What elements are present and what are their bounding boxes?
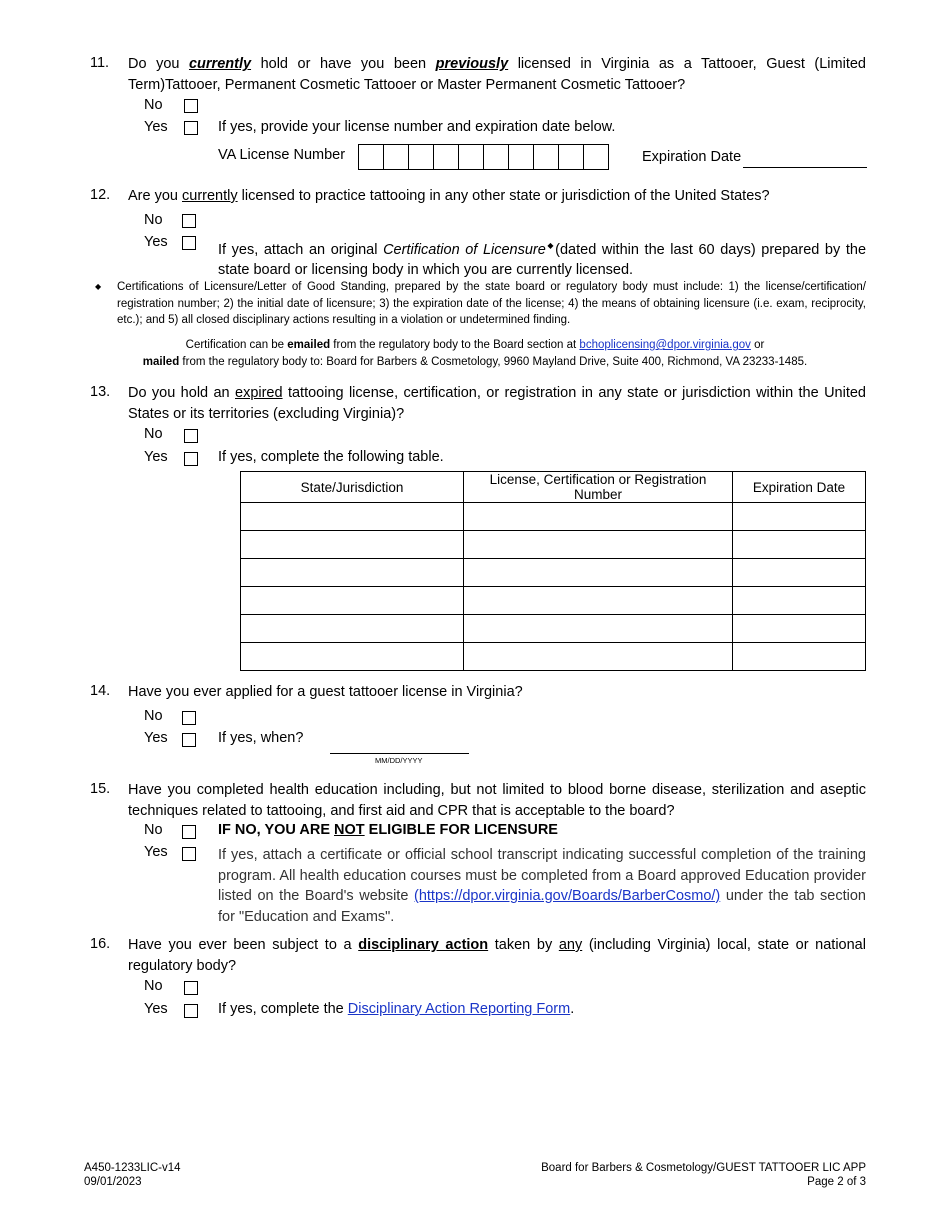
q11-question: Do you currently hold or have you been previously licensed in Virginia as a Tattooer, Guest (Limited Term)Tattooer, Permanent Cosmetic Tattooer or Master Permanent Cosmetic Tattooer? [128, 56, 866, 93]
q13-no-label: No [144, 426, 163, 442]
footer-form-id: A450-1233LIC-v14 [84, 1162, 181, 1174]
q12-no-label: No [144, 212, 163, 228]
table-row [241, 559, 866, 587]
expired-license-table [240, 471, 866, 671]
q15-yes-instructions: If yes, attach a certificate or official school transcript indicating successful completion of the training program. All health education courses must be completed from a Board approved Education provider listed on the Board's website (https://dpor.virginia.gov/Boards/BarberCosmo/) under the tab section for "Education and Exams". [218, 847, 866, 925]
q16-yes-instructions: If yes, complete the Disciplinary Action Reporting Form. [218, 1001, 575, 1017]
table-cell[interactable] [733, 503, 866, 531]
board-email-link[interactable]: bchoplicensing@dpor.virginia.gov [579, 339, 751, 351]
q13-number: 13. [90, 384, 111, 400]
table-cell[interactable] [241, 615, 464, 643]
table-cell[interactable] [733, 643, 866, 671]
q15-no-warning: IF NO, YOU ARE NOT ELIGIBLE FOR LICENSURE [218, 822, 558, 838]
q12-yes-checkbox[interactable] [182, 236, 196, 250]
q13-question: Do you hold an expired tattooing license, certification, or registration in any state or jurisdiction within the United States or its territories (excluding Virginia)? [128, 385, 866, 422]
table-row [241, 587, 866, 615]
footer-page: Page 2 of 3 [807, 1176, 866, 1188]
table-cell[interactable] [241, 643, 464, 671]
table-cell[interactable] [464, 587, 733, 615]
table-cell[interactable] [733, 587, 866, 615]
q15-yes-checkbox[interactable] [182, 847, 196, 861]
q16-yes-label: Yes [144, 1001, 168, 1017]
q15-no-checkbox[interactable] [182, 825, 196, 839]
q12-mail-line: mailed from the regulatory body to: Board for Barbers & Cosmetology, 9960 Mayland Drive, Suite 400, Richmond, VA 23233-1485. [142, 356, 808, 368]
q14-no-label: No [144, 708, 163, 724]
q12-note-bullet: ◆ [95, 282, 102, 291]
q14-date-hint: MM/DD/YYYY [375, 756, 423, 765]
q11-number: 11. [90, 55, 110, 71]
table-cell[interactable] [241, 531, 464, 559]
q14-yes-instructions: If yes, when? [218, 730, 304, 746]
q16-no-label: No [144, 978, 163, 994]
q12-number: 12. [90, 187, 111, 203]
q11-yes-instructions: If yes, provide your license number and expiration date below. [218, 119, 616, 135]
q13-yes-label: Yes [144, 449, 168, 465]
table-row [241, 503, 866, 531]
table-cell[interactable] [464, 643, 733, 671]
q14-question: Have you ever applied for a guest tattooer license in Virginia? [128, 684, 523, 700]
q12-no-checkbox[interactable] [182, 214, 196, 228]
col-header-expiration: Expiration Date [733, 472, 866, 503]
q16-no-checkbox[interactable] [184, 981, 198, 995]
table-cell[interactable] [464, 615, 733, 643]
q11-expiration-label: Expiration Date [642, 149, 742, 165]
q16-yes-checkbox[interactable] [184, 1004, 198, 1018]
footer-board: Board for Barbers & Cosmetology/GUEST TATTOOER LIC APP [541, 1162, 866, 1174]
q12-certification-note: Certifications of Licensure/Letter of Good Standing, prepared by the state board or regulatory body must include: 1) the license/certification/ registration number; 2) the initial date of licensure; 3) the expiration date of the license; 4) the means of obtaining licensure (i.e. exam, reciprocity, etc.); and 5) all closed disciplinary actions resulting in a violation or undetermined finding. [117, 281, 866, 326]
q11-license-label: VA License Number [218, 147, 346, 163]
q14-yes-checkbox[interactable] [182, 733, 196, 747]
table-cell[interactable] [733, 615, 866, 643]
q13-yes-checkbox[interactable] [184, 452, 198, 466]
footer-left [84, 1161, 181, 1189]
disciplinary-form-link[interactable]: Disciplinary Action Reporting Form [347, 1001, 571, 1017]
table-cell[interactable] [241, 587, 464, 615]
q14-no-checkbox[interactable] [182, 711, 196, 725]
table-cell[interactable] [464, 531, 733, 559]
table-cell[interactable] [241, 559, 464, 587]
q11-license-number-boxes[interactable] [358, 144, 609, 170]
col-header-state: State/Jurisdiction [241, 472, 464, 503]
table-row [241, 531, 866, 559]
q11-expiration-field[interactable] [743, 167, 867, 168]
q12-yes-label: Yes [144, 234, 168, 250]
table-row [241, 643, 866, 671]
q11-no-label: No [144, 97, 163, 113]
q11-yes-checkbox[interactable] [184, 121, 198, 135]
table-cell[interactable] [464, 503, 733, 531]
q13-no-checkbox[interactable] [184, 429, 198, 443]
q15-question: Have you completed health education including, but not limited to blood borne disease, sterilization and aseptic techniques related to tattooing, and first aid and CPR that is acceptable to the board? [128, 782, 866, 819]
table-cell[interactable] [733, 531, 866, 559]
q12-question: Are you currently licensed to practice tattooing in any other state or jurisdiction of the United States? [128, 188, 770, 204]
q15-no-label: No [144, 822, 163, 838]
col-header-license-number: License, Certification or Registration Number [464, 472, 733, 503]
q11-no-checkbox[interactable] [184, 99, 198, 113]
footer-date: 09/01/2023 [84, 1176, 142, 1188]
footer-right [541, 1161, 866, 1189]
q15-number: 15. [90, 781, 111, 797]
board-website-link[interactable]: (https://dpor.virginia.gov/Boards/BarberCosmo/) [414, 888, 721, 904]
q12-yes-instructions: If yes, attach an original Certification of Licensure◆(dated within the last 60 days) prepared by the state board or licensing body in which you are currently licensed. [218, 241, 867, 279]
q13-yes-instructions: If yes, complete the following table. [218, 449, 444, 465]
q12-email-line: Certification can be emailed from the regulatory body to the Board section at bchoplicensing@dpor.virginia.gov or [185, 339, 765, 351]
table-cell[interactable] [733, 559, 866, 587]
q14-number: 14. [90, 683, 111, 699]
q14-date-field[interactable] [330, 753, 469, 754]
table-cell[interactable] [241, 503, 464, 531]
q14-yes-label: Yes [144, 730, 168, 746]
table-row [241, 615, 866, 643]
q15-yes-label: Yes [144, 844, 168, 860]
q16-question: Have you ever been subject to a disciplinary action taken by any (including Virginia) local, state or national regulatory body? [128, 937, 866, 974]
q16-number: 16. [90, 936, 111, 952]
table-cell[interactable] [464, 559, 733, 587]
q11-yes-label: Yes [144, 119, 168, 135]
